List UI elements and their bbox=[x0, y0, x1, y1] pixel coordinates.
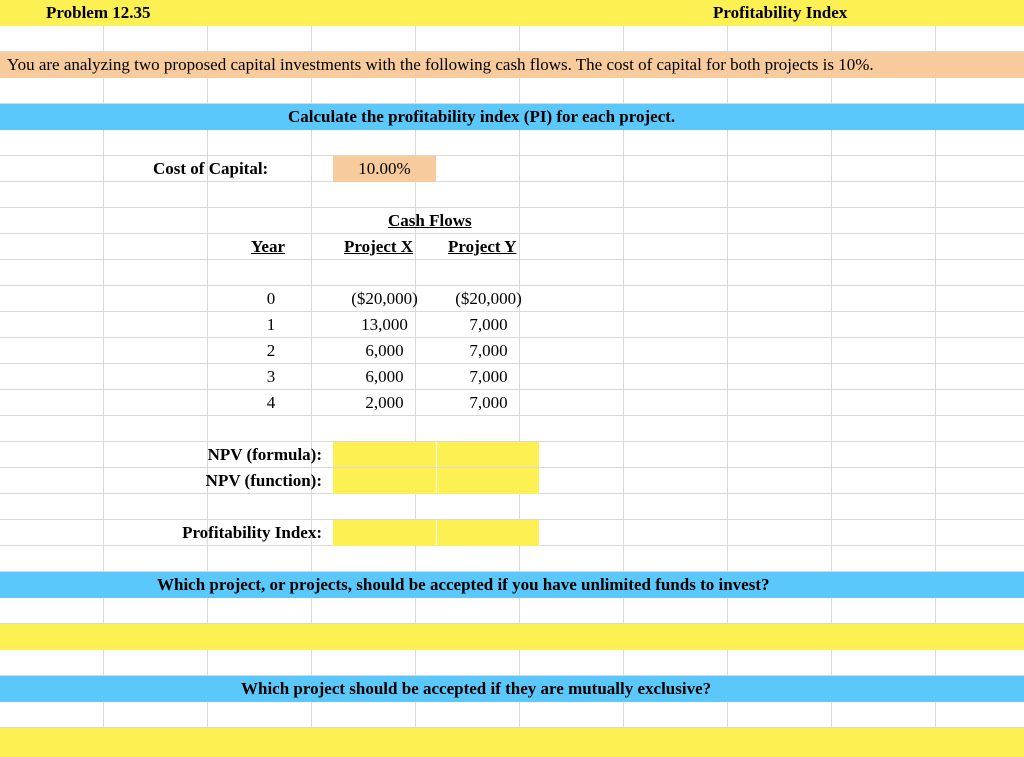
pi-x-input[interactable] bbox=[333, 520, 436, 546]
project-y-cell[interactable]: 7,000 bbox=[469, 393, 508, 412]
project-y-cell[interactable]: ($20,000) bbox=[455, 289, 522, 308]
project-x-cell[interactable]: 6,000 bbox=[365, 367, 404, 386]
project-y-cell[interactable]: 7,000 bbox=[469, 341, 508, 360]
pi-label: Profitability Index: bbox=[182, 523, 322, 542]
npv-formula-y-input[interactable] bbox=[437, 442, 539, 467]
question-1-text: Which project, or projects, should be accepted if you have unlimited funds to invest? bbox=[157, 575, 770, 594]
project-x-cell[interactable]: 6,000 bbox=[365, 341, 404, 360]
npv-function-y-input[interactable] bbox=[437, 468, 539, 494]
project-x-cell[interactable]: 2,000 bbox=[365, 393, 404, 412]
year-cell[interactable]: 4 bbox=[266, 393, 276, 412]
cost-of-capital-label: Cost of Capital: bbox=[153, 159, 269, 178]
year-header: Year bbox=[251, 237, 285, 256]
year-cell[interactable]: 0 bbox=[266, 289, 276, 308]
project-x-header: Project X bbox=[344, 237, 414, 256]
answer-2-input[interactable] bbox=[0, 728, 1024, 757]
year-cell[interactable]: 2 bbox=[266, 341, 276, 360]
header-bar bbox=[0, 0, 1024, 26]
intro-text: You are analyzing two proposed capital investments with the following cash flows. The cost of capital for both projects is 10%. bbox=[7, 55, 874, 74]
cost-of-capital-cell[interactable]: 10.00% bbox=[333, 156, 436, 182]
npv-formula-x-input[interactable] bbox=[333, 442, 436, 467]
project-x-cell[interactable]: ($20,000) bbox=[351, 289, 418, 308]
project-y-cell[interactable]: 7,000 bbox=[469, 367, 508, 386]
project-y-header: Project Y bbox=[448, 237, 517, 256]
pi-y-input[interactable] bbox=[437, 520, 539, 546]
year-cell[interactable]: 3 bbox=[266, 367, 276, 386]
npv-formula-label: NPV (formula): bbox=[207, 445, 322, 464]
project-y-cell[interactable]: 7,000 bbox=[469, 315, 508, 334]
sheet-title: Profitability Index bbox=[713, 3, 848, 22]
npv-function-label: NPV (function): bbox=[205, 471, 322, 490]
problem-number: Problem 12.35 bbox=[46, 3, 151, 22]
project-x-cell[interactable]: 13,000 bbox=[361, 315, 408, 334]
cash-flows-title: Cash Flows bbox=[388, 211, 472, 230]
answer-1-input[interactable] bbox=[0, 624, 1024, 650]
instruction-text: Calculate the profitability index (PI) for each project. bbox=[288, 107, 676, 126]
question-2-text: Which project should be accepted if they are mutually exclusive? bbox=[241, 679, 712, 698]
year-cell[interactable]: 1 bbox=[266, 315, 276, 334]
npv-function-x-input[interactable] bbox=[333, 468, 436, 494]
